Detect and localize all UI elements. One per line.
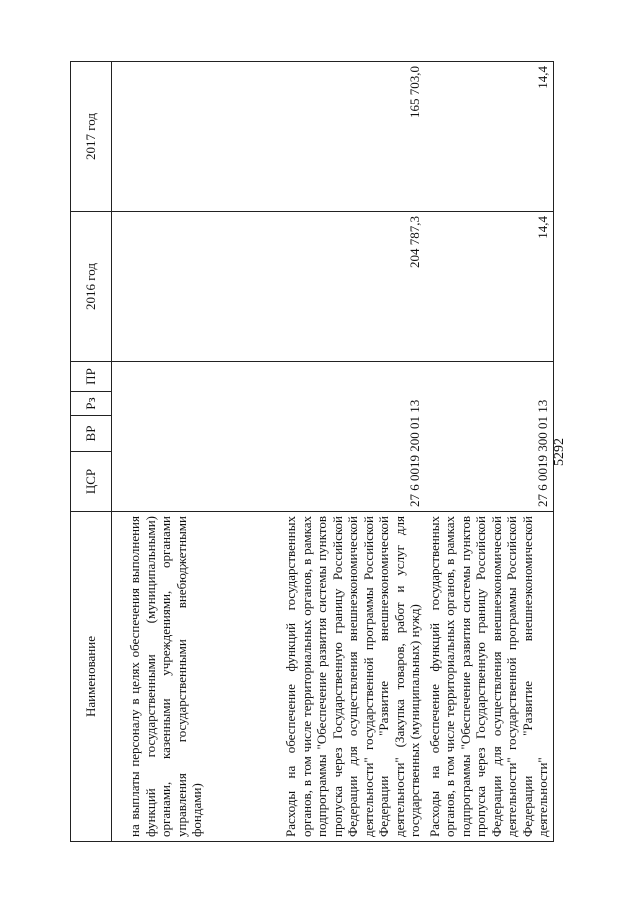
row-name: на выплаты персоналу в целях обеспечения выполнения функций государственными (муниципальными) органами, казенными учреждениями, органами управления государственными внебюджетными фондами) xyxy=(112,512,207,842)
table-header-row xyxy=(71,62,112,842)
row-code: 27 6 0019 300 01 13 xyxy=(425,362,554,512)
row-2017-value: 14,4 xyxy=(425,62,554,212)
table-row xyxy=(425,62,554,842)
row-2017-value: 165 703,0 xyxy=(207,62,425,212)
header-2016: 2016 год xyxy=(71,212,112,362)
row-2016-value xyxy=(112,212,207,362)
table-row xyxy=(207,62,425,842)
header-vr: ВР xyxy=(71,416,112,452)
row-name: Расходы на обеспечение функций государственных органов, в том числе территориальных органов, в рамках подпрограммы "Обеспечение развития системы пунктов пропуска через Государственную границу Российской Федерации для осуществления внешнеэкономической деятельности" государственной программы Российской Федерации "Развитие внешнеэкономической деятельности" (Закупка товаров, работ и услуг для государственных (муниципальных) нужд) xyxy=(207,512,425,842)
row-code: 27 6 0019 200 01 13 xyxy=(207,362,425,512)
rotated-table-container xyxy=(70,62,550,842)
row-2017-value xyxy=(112,62,207,212)
header-2017: 2017 год xyxy=(71,62,112,212)
header-csr: ЦСР xyxy=(71,452,112,512)
header-rz: Рз xyxy=(71,392,112,416)
row-code xyxy=(112,362,207,512)
row-name: Расходы на обеспечение функций государственных органов, в том числе территориальных органов, в рамках подпрограммы "Обеспечение развития системы пунктов пропуска через Государственную границу Российской Федерации для осуществления внешнеэкономической деятельности" государственной программы Российской Федерации "Развитие внешнеэкономической деятельности" xyxy=(425,512,554,842)
page-number: 5292 xyxy=(552,438,567,466)
header-pr: ПР xyxy=(71,362,112,392)
row-2016-value: 204 787,3 xyxy=(207,212,425,362)
row-2016-value: 14,4 xyxy=(425,212,554,362)
table-row xyxy=(112,62,207,842)
header-name: Наименование xyxy=(71,512,112,842)
budget-table xyxy=(70,61,554,842)
